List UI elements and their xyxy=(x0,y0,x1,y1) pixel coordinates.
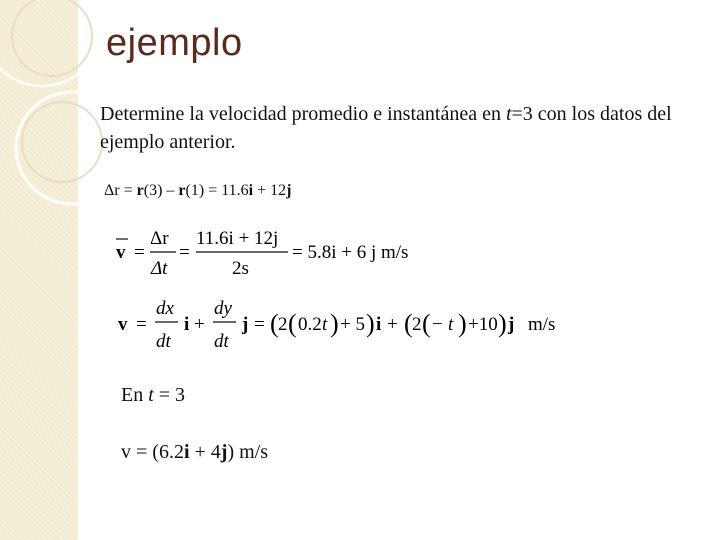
result-mid: + 4 xyxy=(189,441,221,463)
dt-term: dt xyxy=(156,331,171,352)
paren: ( xyxy=(422,309,431,338)
average-denominator: 2s xyxy=(232,258,249,279)
i-unit-vector: i xyxy=(184,314,190,335)
equals-sign: = xyxy=(134,242,145,263)
result-suffix: ) m/s xyxy=(227,441,269,463)
equals-sign: = xyxy=(136,314,147,335)
unit-label: m/s xyxy=(528,314,556,335)
slide-title: ejemplo xyxy=(106,22,243,64)
t-variable: t xyxy=(148,384,154,406)
constant-term: + 5 xyxy=(340,314,365,335)
constant-term: +10 xyxy=(468,314,498,335)
coefficient: 2 xyxy=(412,314,422,335)
j-unit-vector: j xyxy=(508,314,515,335)
paren: ) xyxy=(458,309,467,338)
paren: ( xyxy=(288,309,297,338)
average-result: = 5.8i + 6 j m/s xyxy=(292,242,409,263)
delta-symbol: Δ xyxy=(104,182,115,199)
velocity-result xyxy=(121,441,268,464)
equals-sign: = xyxy=(179,242,190,263)
intro-text-before: Determine la velocidad promedio e instantánea en xyxy=(100,103,506,125)
v-symbol: v xyxy=(118,314,128,335)
r3-argument: (3) – xyxy=(143,182,179,199)
i-unit-vector: i xyxy=(376,314,382,335)
paren: ) xyxy=(330,309,339,338)
t-variable: t xyxy=(322,314,328,335)
paren: ( xyxy=(270,309,279,338)
plus-sign: + xyxy=(387,314,398,335)
en-text: En xyxy=(121,384,149,406)
coefficient: 0.2 xyxy=(298,314,322,335)
dx-term: dx xyxy=(156,298,174,319)
intro-text-after: =3 con los datos del ejemplo anterior. xyxy=(100,103,672,153)
intro-var-t: t xyxy=(505,103,512,125)
paren: ( xyxy=(404,309,413,338)
t-value: = 3 xyxy=(153,384,186,406)
r-vector: r xyxy=(136,182,144,199)
i-unit-vector: i xyxy=(183,441,190,463)
minus-sign: − xyxy=(432,314,443,335)
plus-term: + 12 xyxy=(253,182,287,199)
sidebar-decoration xyxy=(0,0,78,540)
j-unit-vector: j xyxy=(220,441,228,463)
paren: ) xyxy=(498,309,507,338)
average-numerator: 11.6i + 12j xyxy=(196,228,279,249)
j-unit-vector: j xyxy=(286,182,292,199)
delta-r: Δr xyxy=(150,228,169,249)
dt-term: dt xyxy=(214,331,229,352)
t-variable: t xyxy=(448,314,454,335)
average-velocity-equation xyxy=(108,222,468,282)
j-unit-vector: j xyxy=(242,314,249,335)
i-unit-vector: i xyxy=(248,182,254,199)
delta-t: Δt xyxy=(151,258,168,279)
r-vector: r xyxy=(178,182,186,199)
equals-sign: = xyxy=(254,314,265,335)
evaluation-condition xyxy=(121,384,185,407)
dy-term: dy xyxy=(214,298,232,319)
result-prefix: v = (6.2 xyxy=(121,441,184,463)
plus-sign: + xyxy=(194,314,205,335)
displacement-equation xyxy=(104,182,291,200)
v-symbol: v xyxy=(116,242,126,263)
instantaneous-velocity-equation xyxy=(108,292,578,356)
paren: ) xyxy=(366,309,375,338)
coefficient: 2 xyxy=(278,314,288,335)
problem-statement xyxy=(100,100,710,156)
r-symbol: r xyxy=(114,182,120,199)
r1-argument: (1) = 11.6 xyxy=(185,182,249,199)
equals-sign: = xyxy=(119,182,137,199)
